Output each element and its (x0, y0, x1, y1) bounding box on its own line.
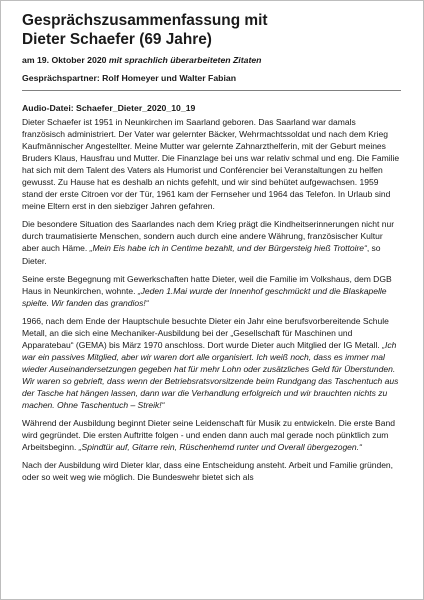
paragraph-5 (22, 417, 401, 453)
paragraph-5-text: Während der Ausbildung beginnt Dieter seine Leidenschaft für Musik zu entwickeln. Die erste Band wird gegründet. Die ersten Auftritte folgen - und enden dann auch mal gerade noch pünktlich zum Arbeitsbeginn. (22, 418, 395, 453)
paragraph-6: Nach der Ausbildung wird Dieter klar, dass eine Entscheidung ansteht. Arbeit und Familie gründen, oder so weit weg wie möglich. Die Bundeswehr bietet sich als (22, 460, 394, 483)
paragraph-2-quote: „Mein Eis habe ich in Centime bezahlt, und der Bürgersteig hieß Trottoire“ (89, 243, 367, 254)
conversation-partners: Gesprächspartner: Rolf Homeyer und Walter Fabian (22, 73, 237, 83)
horizontal-divider (22, 90, 401, 91)
title-line-2: Dieter Schaefer (69 Jahre) (22, 31, 212, 48)
document-title (22, 11, 401, 49)
date-line (22, 54, 401, 66)
audio-file-label: Audio-Datei: Schaefer_Dieter_2020_10_19 (22, 103, 196, 113)
paragraph-4-text: 1966, nach dem Ende der Hauptschule besuchte Dieter ein Jahr eine berufsvorbereitende Schule Metall, an die sich eine Mechaniker-Ausbildung bei der „Gesellschaft für Maschinen und Apparatebau“ (GEMA) bis März 1970 anschloss. Dort wurde Dieter auch Mitglied der IG Metall. (22, 315, 389, 350)
paragraph-2-text: Die besondere Situation des Saarlandes nach dem Krieg prägt die Kindheitserinnerungen nicht nur durch traumatisierte Menschen, sondern auch durch eine andere Währung, französischer Kultur aber auch Häme. (22, 219, 395, 254)
paragraph-2 (22, 218, 401, 266)
title-line-1: Gesprächszusammenfassung mit (22, 12, 268, 29)
date-text: am 19. Oktober 2020 (22, 55, 109, 65)
paragraph-1: Dieter Schaefer ist 1951 in Neunkirchen im Saarland geboren. Das Saarland war damals französisch administriert. Der Vater war gelernter Bäcker, Wehrmachtssoldat und nach dem Krieg Kaufmännischer Angestellter. Meine Mutter war gelernte Zahnarzthelferin, mit der Geburt meines Bruders Klaus, Hausfrau und Mutter. Die Finanzlage bei uns war relativ schmal und eng. Die Familie hat sich mit dem Talent des Vaters als Humorist und Conférencier bei Veranstaltungen zu helfen gewusst. Zu Hause hat es deshalb an nichts gefehlt, und wir sind behütet aufgewachsen. 1959 stand der erste Citroen vor der Tür, 1961 kam der Fernseher und 1964 das Telefon. In Urlaub sind meine Eltern erst in den siebziger Jahren gefahren. (22, 117, 400, 212)
paragraph-3-text: Seine erste Begegnung mit Gewerkschaften hatte Dieter, weil die Familie im Volkshaus, dem DGB Haus in Neunkirchen, wohnte. (22, 273, 392, 296)
paragraph-3 (22, 273, 401, 309)
paragraph-3-quote: „Jeden 1.Mai wurde der Innenhof geschmückt und die Blaskapelle spielte. Wir fanden das grandios!“ (22, 285, 387, 308)
paragraph-4-quote: „Ich war ein passives Mitglied, aber wir waren dort alle organisiert. Ich weiß noch, dass es immer mal wieder Auseinandersetzungen gegeben hat für mehr Lohn oder zusätzliches Geld für Überstunden. Wir waren so gebrieft, dass wenn der Betriebsratsvorsitzende beim Rundgang das Taschentuch aus der Tasche hat hängen lassen, dann war die Verhandlung erfolgreich und wir brauchten nichts zu machen. Ohne Taschentuch – Streik!“ (22, 339, 399, 411)
paragraph-5-quote: „Spindtür auf, Gitarre rein, Rüschenhemd runter und Overall übergezogen.“ (78, 442, 362, 453)
paragraph-2-end: , so Dieter. (22, 243, 381, 266)
paragraph-4 (22, 315, 401, 411)
date-note: mit sprachlich überarbeiteten Zitaten (108, 55, 262, 65)
